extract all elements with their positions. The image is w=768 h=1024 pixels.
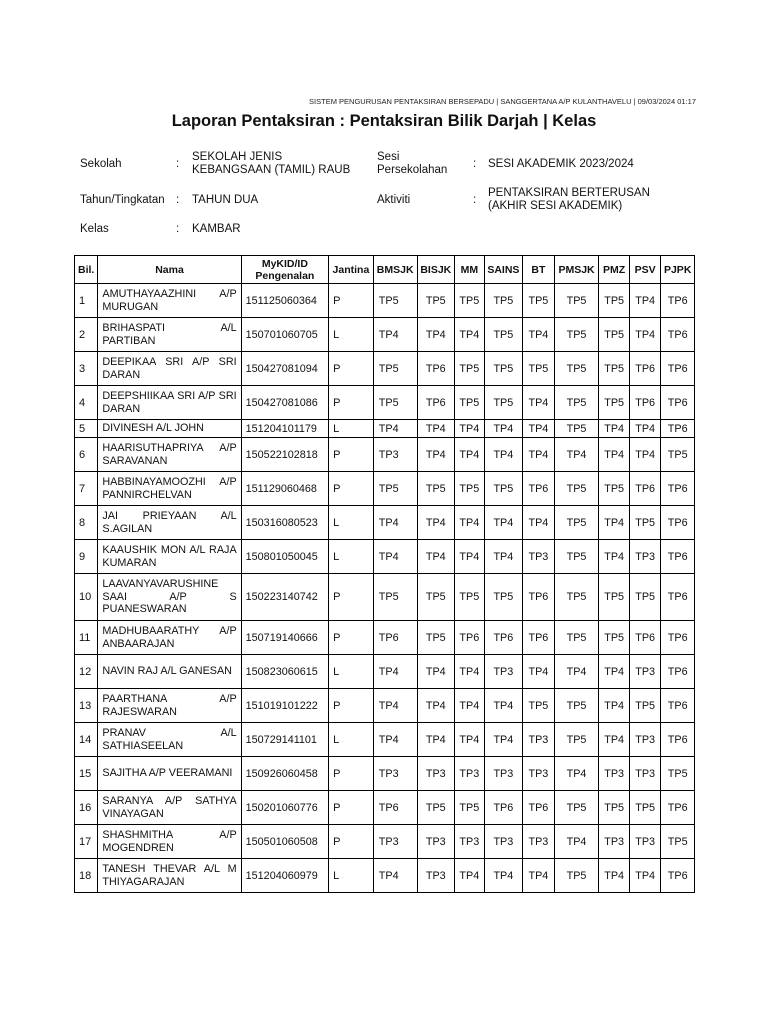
- cell-pmz: TP5: [599, 386, 629, 420]
- cell-bisjk: TP5: [417, 791, 455, 825]
- cell-sains: TP6: [484, 791, 523, 825]
- cell-psv: TP3: [629, 723, 661, 757]
- assessment-table: [74, 255, 695, 893]
- cell-mykid: 150729141101: [241, 723, 328, 757]
- cell-bt: TP5: [523, 689, 555, 723]
- cell-jantina: P: [329, 791, 374, 825]
- cell-bisjk: TP4: [417, 318, 455, 352]
- cell-pmz: TP5: [599, 791, 629, 825]
- cell-sains: TP3: [484, 825, 523, 859]
- cell-mm: TP5: [455, 386, 484, 420]
- cell-bt: TP3: [523, 757, 555, 791]
- cell-pjpk: TP6: [661, 472, 695, 506]
- sekolah-value-line-1: SEKOLAH JENIS: [192, 151, 283, 163]
- cell-jantina: L: [329, 506, 374, 540]
- cell-psv: TP4: [629, 420, 661, 438]
- aktiviti-value-line-2: (AKHIR SESI AKADEMIK): [488, 200, 623, 212]
- cell-pmz: TP3: [599, 757, 629, 791]
- cell-sains: TP5: [484, 352, 523, 386]
- cell-jantina: L: [329, 859, 374, 893]
- cell-jantina: L: [329, 540, 374, 574]
- cell-pjpk: TP6: [661, 859, 695, 893]
- colon: :: [176, 223, 180, 235]
- cell-mm: TP4: [455, 655, 484, 689]
- cell-bt: TP4: [523, 438, 555, 472]
- cell-bmsjk: TP3: [373, 438, 417, 472]
- cell-bil: 4: [75, 386, 98, 420]
- table-row: [75, 352, 695, 386]
- cell-bt: TP6: [523, 472, 555, 506]
- table-header-row: [75, 256, 695, 284]
- cell-pmz: TP4: [599, 438, 629, 472]
- cell-psv: TP5: [629, 689, 661, 723]
- cell-pmz: TP5: [599, 621, 629, 655]
- cell-jantina: P: [329, 689, 374, 723]
- cell-sains: TP5: [484, 472, 523, 506]
- cell-bil: 15: [75, 757, 98, 791]
- cell-bmsjk: TP5: [373, 284, 417, 318]
- cell-nama: PRANAV A/L SATHIASEELAN: [98, 723, 241, 757]
- cell-bt: TP4: [523, 506, 555, 540]
- cell-bil: 18: [75, 859, 98, 893]
- table-row: [75, 689, 695, 723]
- cell-jantina: P: [329, 621, 374, 655]
- cell-nama: AMUTHAYAAZHINI A/P MURUGAN: [98, 284, 241, 318]
- cell-mykid: 150701060705: [241, 318, 328, 352]
- sekolah-label: Sekolah: [80, 158, 122, 170]
- table-row: [75, 791, 695, 825]
- cell-jantina: L: [329, 318, 374, 352]
- cell-nama: TANESH THEVAR A/L M THIYAGARAJAN: [98, 859, 241, 893]
- cell-mm: TP6: [455, 621, 484, 655]
- page-title: Laporan Pentaksiran : Pentaksiran Bilik Darjah | Kelas: [171, 112, 597, 130]
- cell-mm: TP4: [455, 318, 484, 352]
- cell-mykid: 151125060364: [241, 284, 328, 318]
- col-header-bmsjk: BMSJK: [373, 256, 417, 284]
- cell-pjpk: TP6: [661, 352, 695, 386]
- cell-mm: TP3: [455, 825, 484, 859]
- table-row: [75, 420, 695, 438]
- col-header-psv: PSV: [629, 256, 661, 284]
- cell-bisjk: TP6: [417, 352, 455, 386]
- cell-bt: TP6: [523, 574, 555, 621]
- cell-bil: 3: [75, 352, 98, 386]
- cell-psv: TP4: [629, 438, 661, 472]
- colon: :: [176, 158, 180, 170]
- table-row: [75, 438, 695, 472]
- cell-pmsjk: TP5: [554, 352, 599, 386]
- cell-mykid: 151129060468: [241, 472, 328, 506]
- cell-mykid: 151204060979: [241, 859, 328, 893]
- cell-jantina: P: [329, 757, 374, 791]
- cell-bil: 12: [75, 655, 98, 689]
- cell-bt: TP3: [523, 825, 555, 859]
- cell-nama: PAARTHANA A/P RAJESWARAN: [98, 689, 241, 723]
- cell-nama: MADHUBAARATHY A/P ANBAARAJAN: [98, 621, 241, 655]
- cell-bisjk: TP4: [417, 420, 455, 438]
- cell-bil: 7: [75, 472, 98, 506]
- col-header-pmz: PMZ: [599, 256, 629, 284]
- cell-jantina: P: [329, 386, 374, 420]
- cell-sains: TP5: [484, 574, 523, 621]
- col-header-mykid: [241, 256, 328, 284]
- cell-psv: TP4: [629, 859, 661, 893]
- table-row: [75, 574, 695, 621]
- cell-sains: TP5: [484, 318, 523, 352]
- cell-pmsjk: TP5: [554, 791, 599, 825]
- cell-bt: TP4: [523, 318, 555, 352]
- cell-sains: TP6: [484, 621, 523, 655]
- table-row: [75, 386, 695, 420]
- cell-jantina: L: [329, 723, 374, 757]
- cell-mm: TP4: [455, 438, 484, 472]
- table-row: [75, 859, 695, 893]
- cell-nama: DIVINESH A/L JOHN: [98, 420, 241, 438]
- colon: :: [473, 158, 477, 170]
- cell-bil: 1: [75, 284, 98, 318]
- cell-pmz: TP4: [599, 859, 629, 893]
- cell-bisjk: TP4: [417, 438, 455, 472]
- cell-pjpk: TP6: [661, 540, 695, 574]
- cell-mykid: 151019101222: [241, 689, 328, 723]
- col-header-bil: Bil.: [75, 256, 98, 284]
- cell-psv: TP4: [629, 284, 661, 318]
- cell-bt: TP6: [523, 791, 555, 825]
- cell-pmsjk: TP5: [554, 859, 599, 893]
- cell-pjpk: TP5: [661, 825, 695, 859]
- cell-bisjk: TP6: [417, 386, 455, 420]
- cell-bmsjk: TP4: [373, 689, 417, 723]
- cell-mykid: 150427081086: [241, 386, 328, 420]
- col-header-pmsjk: PMSJK: [554, 256, 599, 284]
- cell-pjpk: TP6: [661, 689, 695, 723]
- cell-bisjk: TP4: [417, 506, 455, 540]
- cell-nama: LAAVANYAVARUSHINE SAAI A/P S PUANESWARAN: [98, 574, 241, 621]
- cell-nama: HAARISUTHAPRIYA A/P SARAVANAN: [98, 438, 241, 472]
- table-row: [75, 825, 695, 859]
- cell-bt: TP5: [523, 284, 555, 318]
- cell-pjpk: TP5: [661, 757, 695, 791]
- cell-nama: JAI PRIEYAAN A/L S.AGILAN: [98, 506, 241, 540]
- table-row: [75, 472, 695, 506]
- cell-bisjk: TP5: [417, 472, 455, 506]
- cell-pmsjk: TP5: [554, 723, 599, 757]
- cell-pjpk: TP6: [661, 574, 695, 621]
- cell-sains: TP4: [484, 859, 523, 893]
- table-row: [75, 506, 695, 540]
- cell-pmsjk: TP5: [554, 621, 599, 655]
- aktiviti-label: Aktiviti: [377, 194, 411, 206]
- cell-pmz: TP5: [599, 284, 629, 318]
- cell-mykid: 150801050045: [241, 540, 328, 574]
- cell-pmsjk: TP5: [554, 540, 599, 574]
- table-row: [75, 757, 695, 791]
- cell-bisjk: TP5: [417, 621, 455, 655]
- cell-psv: TP5: [629, 791, 661, 825]
- cell-bil: 5: [75, 420, 98, 438]
- cell-psv: TP3: [629, 655, 661, 689]
- cell-sains: TP4: [484, 540, 523, 574]
- cell-mykid: 150719140666: [241, 621, 328, 655]
- cell-psv: TP6: [629, 386, 661, 420]
- cell-bt: TP5: [523, 352, 555, 386]
- cell-jantina: P: [329, 352, 374, 386]
- cell-bisjk: TP3: [417, 859, 455, 893]
- cell-pjpk: TP6: [661, 284, 695, 318]
- cell-psv: TP6: [629, 472, 661, 506]
- cell-mm: TP5: [455, 472, 484, 506]
- cell-bmsjk: TP5: [373, 472, 417, 506]
- cell-pmz: TP5: [599, 318, 629, 352]
- cell-bt: TP3: [523, 723, 555, 757]
- cell-mm: TP5: [455, 284, 484, 318]
- sesi-label-line-1: Sesi: [377, 151, 400, 163]
- colon: :: [176, 194, 180, 206]
- cell-psv: TP6: [629, 621, 661, 655]
- table-row: [75, 655, 695, 689]
- col-header-sains: SAINS: [484, 256, 523, 284]
- cell-bil: 10: [75, 574, 98, 621]
- cell-bil: 14: [75, 723, 98, 757]
- cell-jantina: P: [329, 472, 374, 506]
- cell-pmsjk: TP4: [554, 757, 599, 791]
- tahun-label: Tahun/Tingkatan: [80, 194, 165, 206]
- col-header-mykid-line-2: Pengenalan: [255, 269, 315, 282]
- col-header-nama: Nama: [98, 256, 241, 284]
- cell-bmsjk: TP6: [373, 791, 417, 825]
- cell-sains: TP5: [484, 284, 523, 318]
- cell-pmsjk: TP5: [554, 574, 599, 621]
- cell-bil: 11: [75, 621, 98, 655]
- cell-pmz: TP4: [599, 506, 629, 540]
- cell-psv: TP3: [629, 757, 661, 791]
- cell-bisjk: TP4: [417, 689, 455, 723]
- cell-nama: SARANYA A/P SATHYA VINAYAGAN: [98, 791, 241, 825]
- col-header-pjpk: PJPK: [661, 256, 695, 284]
- sesi-label-line-2: Persekolahan: [377, 164, 448, 176]
- cell-mykid: 150823060615: [241, 655, 328, 689]
- kelas-value: KAMBAR: [192, 223, 241, 235]
- cell-mykid: 150522102818: [241, 438, 328, 472]
- cell-jantina: L: [329, 655, 374, 689]
- cell-pmsjk: TP5: [554, 506, 599, 540]
- cell-pmsjk: TP5: [554, 386, 599, 420]
- cell-mm: TP5: [455, 574, 484, 621]
- cell-bmsjk: TP3: [373, 825, 417, 859]
- cell-bt: TP4: [523, 655, 555, 689]
- cell-jantina: L: [329, 420, 374, 438]
- cell-nama: KAAUSHIK MON A/L RAJA KUMARAN: [98, 540, 241, 574]
- cell-mm: TP4: [455, 420, 484, 438]
- cell-bt: TP4: [523, 859, 555, 893]
- aktiviti-value: [488, 187, 650, 213]
- cell-mykid: 150427081094: [241, 352, 328, 386]
- cell-mykid: 150223140742: [241, 574, 328, 621]
- sesi-value: SESI AKADEMIK 2023/2024: [488, 158, 634, 170]
- sekolah-value: [192, 151, 350, 177]
- col-header-mm: MM: [455, 256, 484, 284]
- cell-nama: NAVIN RAJ A/L GANESAN: [98, 655, 241, 689]
- cell-mm: TP3: [455, 757, 484, 791]
- cell-mykid: 150501060508: [241, 825, 328, 859]
- cell-pmz: TP3: [599, 825, 629, 859]
- cell-bil: 2: [75, 318, 98, 352]
- colon: :: [473, 194, 477, 206]
- cell-sains: TP5: [484, 386, 523, 420]
- cell-bil: 9: [75, 540, 98, 574]
- cell-mykid: 150926060458: [241, 757, 328, 791]
- kelas-label: Kelas: [80, 223, 109, 235]
- cell-mm: TP4: [455, 506, 484, 540]
- cell-bmsjk: TP5: [373, 574, 417, 621]
- cell-nama: HABBINAYAMOOZHI A/P PANNIRCHELVAN: [98, 472, 241, 506]
- table-row: [75, 723, 695, 757]
- cell-bmsjk: TP4: [373, 318, 417, 352]
- cell-pmsjk: TP5: [554, 318, 599, 352]
- cell-mm: TP5: [455, 352, 484, 386]
- cell-pjpk: TP6: [661, 506, 695, 540]
- col-header-bisjk: BISJK: [417, 256, 455, 284]
- cell-bil: 17: [75, 825, 98, 859]
- cell-bisjk: TP4: [417, 540, 455, 574]
- cell-pmsjk: TP5: [554, 284, 599, 318]
- table-row: [75, 284, 695, 318]
- cell-pjpk: TP6: [661, 791, 695, 825]
- cell-pmsjk: TP5: [554, 472, 599, 506]
- col-header-jantina: Jantina: [329, 256, 374, 284]
- cell-pjpk: TP6: [661, 420, 695, 438]
- table-row: [75, 318, 695, 352]
- cell-bmsjk: TP4: [373, 506, 417, 540]
- cell-bmsjk: TP4: [373, 723, 417, 757]
- cell-pmz: TP4: [599, 420, 629, 438]
- cell-bt: TP4: [523, 420, 555, 438]
- cell-bmsjk: TP4: [373, 655, 417, 689]
- col-header-bt: BT: [523, 256, 555, 284]
- cell-pjpk: TP6: [661, 621, 695, 655]
- sekolah-value-line-2: KEBANGSAAN (TAMIL) RAUB: [192, 164, 351, 176]
- cell-psv: TP5: [629, 574, 661, 621]
- cell-bt: TP3: [523, 540, 555, 574]
- cell-sains: TP4: [484, 506, 523, 540]
- cell-bmsjk: TP4: [373, 420, 417, 438]
- cell-bmsjk: TP4: [373, 859, 417, 893]
- cell-bt: TP4: [523, 386, 555, 420]
- cell-bil: 8: [75, 506, 98, 540]
- cell-bil: 16: [75, 791, 98, 825]
- cell-pjpk: TP6: [661, 655, 695, 689]
- cell-mykid: 150201060776: [241, 791, 328, 825]
- cell-pjpk: TP5: [661, 438, 695, 472]
- cell-pmz: TP4: [599, 689, 629, 723]
- cell-mykid: 151204101179: [241, 420, 328, 438]
- cell-bisjk: TP3: [417, 757, 455, 791]
- cell-pmz: TP5: [599, 472, 629, 506]
- cell-sains: TP4: [484, 420, 523, 438]
- tahun-value: TAHUN DUA: [192, 194, 259, 206]
- cell-pmz: TP5: [599, 574, 629, 621]
- cell-jantina: P: [329, 438, 374, 472]
- aktiviti-value-line-1: PENTAKSIRAN BERTERUSAN: [488, 187, 650, 199]
- col-header-mykid-line-1: MyKID/ID: [261, 257, 308, 270]
- cell-pmz: TP4: [599, 655, 629, 689]
- cell-bisjk: TP5: [417, 284, 455, 318]
- cell-pmsjk: TP4: [554, 825, 599, 859]
- cell-sains: TP4: [484, 723, 523, 757]
- cell-bmsjk: TP5: [373, 352, 417, 386]
- cell-bmsjk: TP5: [373, 386, 417, 420]
- sesi-label: [377, 151, 447, 177]
- cell-nama: DEEPSHIIKAA SRI A/P SRI DARAN: [98, 386, 241, 420]
- cell-bil: 6: [75, 438, 98, 472]
- cell-pmz: TP4: [599, 723, 629, 757]
- cell-mm: TP4: [455, 689, 484, 723]
- cell-pmsjk: TP5: [554, 420, 599, 438]
- cell-psv: TP3: [629, 540, 661, 574]
- cell-bmsjk: TP6: [373, 621, 417, 655]
- cell-bisjk: TP4: [417, 723, 455, 757]
- cell-nama: SAJITHA A/P VEERAMANI: [98, 757, 241, 791]
- cell-nama: BRIHASPATI A/L PARTIBAN: [98, 318, 241, 352]
- cell-jantina: P: [329, 574, 374, 621]
- cell-psv: TP3: [629, 825, 661, 859]
- cell-jantina: P: [329, 825, 374, 859]
- cell-bisjk: TP5: [417, 574, 455, 621]
- cell-pmz: TP4: [599, 540, 629, 574]
- table-row: [75, 621, 695, 655]
- cell-sains: TP4: [484, 438, 523, 472]
- cell-mm: TP4: [455, 859, 484, 893]
- table-row: [75, 540, 695, 574]
- cell-pjpk: TP6: [661, 386, 695, 420]
- cell-bisjk: TP3: [417, 825, 455, 859]
- cell-pjpk: TP6: [661, 723, 695, 757]
- cell-jantina: P: [329, 284, 374, 318]
- cell-pjpk: TP6: [661, 318, 695, 352]
- cell-bil: 13: [75, 689, 98, 723]
- cell-nama: SHASHMITHA A/P MOGENDREN: [98, 825, 241, 859]
- system-info-line: SISTEM PENGURUSAN PENTAKSIRAN BERSEPADU | SANGGERTANA A/P KULANTHAVELU | 09/03/2024 01:17: [309, 97, 696, 106]
- cell-pmsjk: TP4: [554, 655, 599, 689]
- cell-nama: DEEPIKAA SRI A/P SRI DARAN: [98, 352, 241, 386]
- cell-mm: TP5: [455, 791, 484, 825]
- cell-sains: TP3: [484, 655, 523, 689]
- cell-pmsjk: TP5: [554, 689, 599, 723]
- cell-psv: TP4: [629, 318, 661, 352]
- cell-sains: TP3: [484, 757, 523, 791]
- cell-psv: TP6: [629, 352, 661, 386]
- cell-bmsjk: TP4: [373, 540, 417, 574]
- cell-bisjk: TP4: [417, 655, 455, 689]
- cell-mykid: 150316080523: [241, 506, 328, 540]
- cell-psv: TP5: [629, 506, 661, 540]
- cell-mm: TP4: [455, 723, 484, 757]
- cell-pmz: TP5: [599, 352, 629, 386]
- cell-bt: TP6: [523, 621, 555, 655]
- cell-bmsjk: TP3: [373, 757, 417, 791]
- cell-mm: TP4: [455, 540, 484, 574]
- cell-sains: TP4: [484, 689, 523, 723]
- cell-pmsjk: TP4: [554, 438, 599, 472]
